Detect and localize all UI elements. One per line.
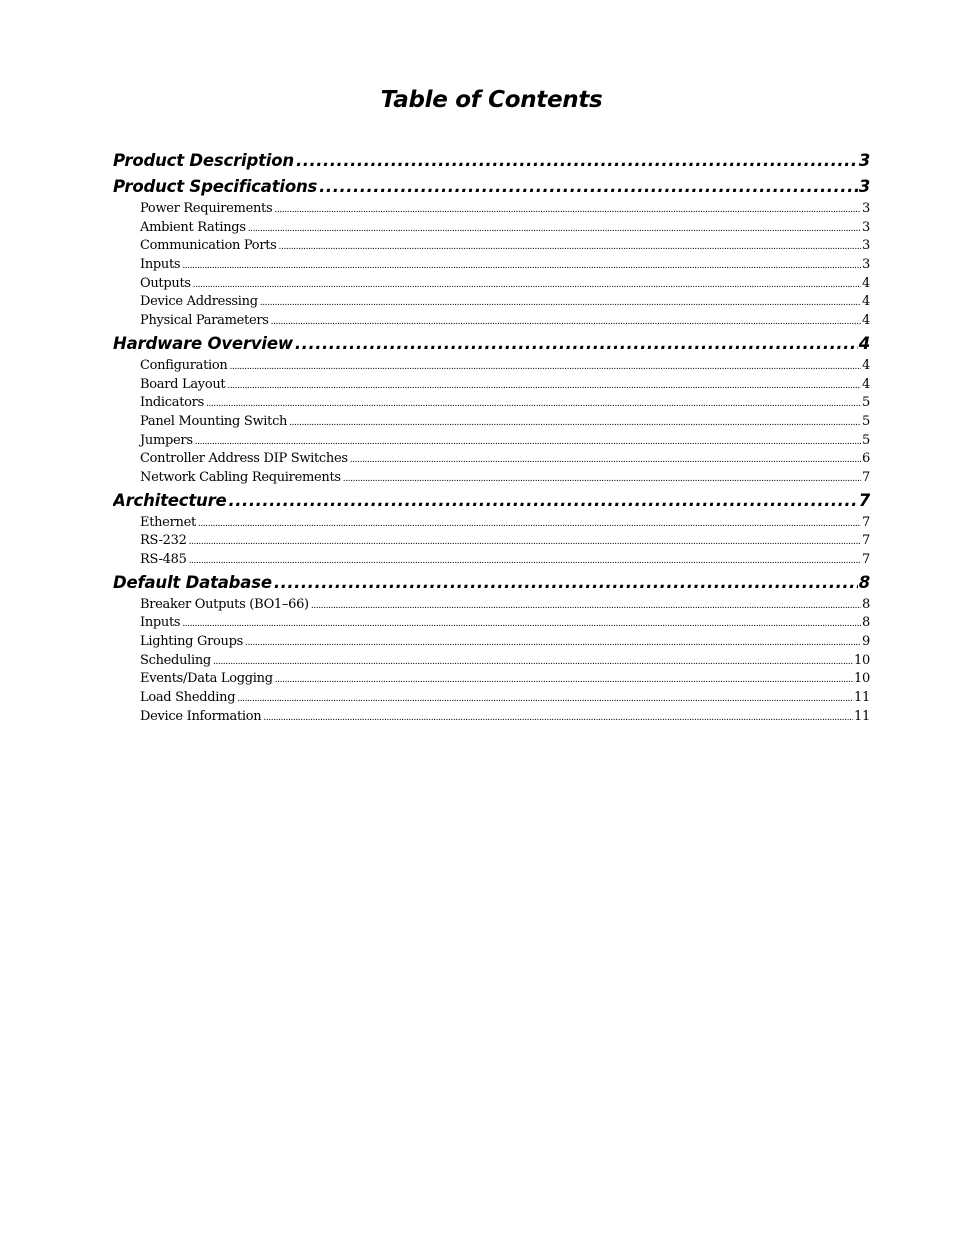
toc-page-number: 3: [858, 151, 870, 170]
toc-entry-label: Events/Data Logging: [140, 671, 273, 687]
toc-page-number: 8: [862, 596, 870, 612]
dot-leader: [319, 174, 858, 200]
dot-leader: [229, 358, 861, 376]
dot-leader: [182, 257, 861, 275]
toc-heading[interactable]: [113, 174, 870, 200]
dot-leader: [195, 433, 861, 451]
toc-entry[interactable]: [113, 469, 870, 488]
toc-page-number: 5: [862, 432, 870, 448]
toc-entry-label: Device Information: [140, 708, 262, 724]
dot-leader: [274, 201, 861, 219]
dot-leader: [189, 552, 861, 570]
toc-page-number: 7: [862, 552, 870, 567]
dot-leader: [263, 709, 853, 727]
toc-page: [113, 82, 870, 727]
toc-heading[interactable]: [113, 570, 870, 596]
dot-leader: [206, 395, 861, 413]
toc-page-number: 3: [862, 219, 870, 235]
toc-entry[interactable]: [113, 237, 870, 256]
toc-entry-label: Indicators: [140, 395, 204, 411]
toc-section-product-description: [113, 148, 870, 174]
toc-entry-label: Network Cabling Requirements: [140, 469, 341, 485]
toc-page-number: 4: [862, 357, 870, 373]
toc-page-number: 9: [862, 634, 870, 650]
dot-leader: [198, 515, 861, 533]
toc-entry[interactable]: [113, 596, 870, 615]
toc-page-number: 6: [862, 451, 870, 467]
toc-page-number: 3: [858, 177, 870, 196]
toc-page-number: 8: [858, 572, 870, 592]
toc-entry[interactable]: [113, 275, 870, 294]
toc-entry-label: Ambient Ratings: [140, 219, 246, 235]
toc-page-number: 3: [862, 257, 870, 273]
toc-entry[interactable]: [113, 357, 870, 376]
toc-entry-label: Panel Mounting Switch: [140, 413, 288, 429]
toc-entry[interactable]: [113, 551, 870, 570]
toc-page-number: 5: [862, 395, 870, 411]
toc-entry-label: Inputs: [140, 257, 181, 273]
dot-leader: [237, 690, 853, 708]
toc-entry-label: Breaker Outputs (BO1–66): [140, 596, 309, 612]
toc-entry-label: Load Shedding: [140, 690, 236, 706]
toc-page-number: 4: [858, 333, 870, 353]
toc-entry-label: Power Requirements: [140, 201, 273, 216]
toc-page-number: 4: [862, 275, 870, 291]
toc-heading[interactable]: [113, 148, 870, 174]
toc-entry-label: Configuration: [140, 357, 228, 373]
page-title: Table of Contents: [380, 87, 603, 113]
toc-section-product-specifications: [113, 174, 870, 331]
dot-leader: [274, 570, 858, 596]
toc-page-number: 8: [862, 615, 870, 631]
dot-leader: [271, 313, 861, 331]
toc-page-number: 4: [862, 376, 870, 392]
toc-entry-label: Board Layout: [140, 376, 226, 392]
toc-entry-label: Lighting Groups: [140, 634, 243, 650]
toc-entry[interactable]: [113, 394, 870, 413]
toc-heading-label: Product Description: [113, 151, 294, 170]
toc-entry[interactable]: [113, 413, 870, 432]
toc-entry-label: RS-485: [140, 552, 187, 567]
toc-entry-label: Controller Address DIP Switches: [140, 451, 348, 467]
toc-entry[interactable]: [113, 432, 870, 451]
toc-section-hardware-overview: [113, 331, 870, 488]
toc-page-number: 10: [854, 652, 870, 668]
toc-entry[interactable]: [113, 376, 870, 395]
toc-entry-label: RS-232: [140, 533, 187, 549]
toc-page-number: 4: [862, 294, 870, 310]
toc-page-number: 3: [862, 201, 870, 216]
toc-page-number: 7: [862, 533, 870, 549]
toc-entry-label: Communication Ports: [140, 238, 277, 254]
toc-entry[interactable]: [113, 219, 870, 238]
toc-heading[interactable]: [113, 331, 870, 357]
toc-page-number: 10: [854, 671, 870, 687]
toc-page-number: 5: [862, 413, 870, 429]
toc-entry[interactable]: [113, 708, 870, 727]
toc-heading-label: Hardware Overview: [113, 333, 293, 353]
toc-entry-label: Physical Parameters: [140, 313, 269, 329]
toc-entry[interactable]: [113, 689, 870, 708]
toc-entry[interactable]: [113, 633, 870, 652]
toc-entry[interactable]: [113, 312, 870, 331]
dot-leader: [296, 148, 858, 174]
toc-page-number: 7: [862, 469, 870, 485]
dot-leader: [182, 615, 861, 633]
toc-entry[interactable]: [113, 532, 870, 551]
dot-leader: [350, 451, 861, 469]
toc-entry-label: Device Addressing: [140, 294, 258, 310]
toc-section-architecture: [113, 488, 870, 570]
dot-leader: [227, 377, 861, 395]
toc-entry-label: Scheduling: [140, 652, 211, 668]
toc-entry[interactable]: [113, 256, 870, 275]
toc-section-default-database: [113, 570, 870, 727]
dot-leader: [193, 276, 861, 294]
toc-entry[interactable]: [113, 450, 870, 469]
dot-leader: [295, 331, 858, 357]
dot-leader: [245, 634, 861, 652]
toc-heading-label: Product Specifications: [113, 177, 318, 196]
toc-page-number: 7: [862, 514, 870, 530]
toc-page-number: 11: [854, 690, 870, 706]
toc-entry-label: Inputs: [140, 615, 181, 631]
toc-entry-label: Ethernet: [140, 514, 196, 530]
toc-entry[interactable]: [113, 614, 870, 633]
toc-entry[interactable]: [113, 652, 870, 671]
dot-leader: [311, 597, 861, 615]
dot-leader: [275, 671, 853, 689]
toc-page-number: 11: [854, 708, 870, 724]
dot-leader: [343, 470, 861, 488]
toc-page-number: 4: [862, 313, 870, 329]
toc-page-number: 7: [858, 490, 870, 510]
dot-leader: [248, 220, 861, 238]
toc-entry[interactable]: [113, 293, 870, 312]
toc-entry[interactable]: [113, 514, 870, 533]
toc-page-number: 3: [862, 238, 870, 254]
dot-leader: [189, 533, 861, 551]
toc-heading[interactable]: [113, 488, 870, 514]
dot-leader: [213, 653, 853, 671]
toc-entry[interactable]: [113, 670, 870, 689]
dot-leader: [289, 414, 861, 432]
toc-entry[interactable]: [113, 200, 870, 219]
toc-entry-label: Outputs: [140, 275, 191, 291]
dot-leader: [260, 294, 861, 312]
toc-entry-label: Jumpers: [140, 432, 193, 448]
toc-heading-label: Default Database: [113, 572, 272, 592]
dot-leader: [279, 238, 861, 256]
toc-heading-label: Architecture: [113, 490, 227, 510]
dot-leader: [229, 488, 858, 514]
